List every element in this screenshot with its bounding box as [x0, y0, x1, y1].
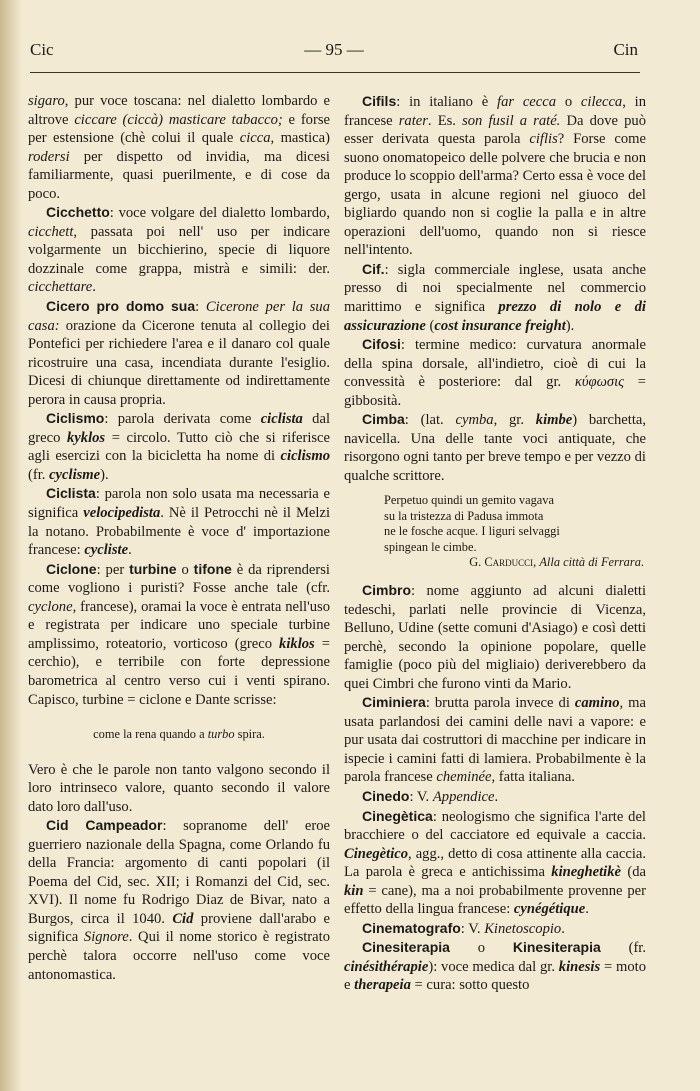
- headword: Cinedo: [362, 788, 410, 804]
- entry-cinegetica: Cinegètica: neologismo che significa l'arte del bracchiere o del cacciatore ed equivale a caccia. Cinegètico, agg., detto di cosa attinente alla caccia. La parola è greca e antichissima kineghetikè (da kin = cane), ma a noi probabilmente provenne per effetto della lingua francese: cynégétique.: [344, 807, 646, 918]
- dante-quote: come la rena quando a turbo spira.: [93, 727, 265, 742]
- entry-cimba: Cimba: (lat. cymba, gr. kimbe) barchetta, navicella. Una delle tante voci antiquate, che risorgono ogni tanto per breve tempo e per vezzo di qualche scrittore.: [344, 411, 646, 484]
- header-last-word: Cin: [613, 40, 638, 59]
- entry-cifosi: Cifosi: termine medico: curvatura anormale della spina dorsale, all'indietro, cioè di cui la convessità è posteriore: dal gr. κύφωσις = gibbosità.: [344, 336, 646, 409]
- header-first-word: Cic: [30, 40, 54, 59]
- headword: Cicchetto: [46, 204, 110, 221]
- entry-ciminiera: Ciminiera: brutta parola invece di camino, ma usata parlandosi dei camini delle navi a vapore: e pur usata dai costruttori di macchine per indicare in ispecie i camini fatti di lamiera. Probabilmente è la parola francese cheminée, fatta italiana.: [344, 694, 646, 786]
- running-header: [30, 40, 638, 66]
- headword: Cimbro: [362, 581, 411, 598]
- headword: Cinesiterapia: [362, 939, 450, 956]
- entry-cicchetto: Cicchetto: voce volgare del dialetto lombardo, cicchett, passata poi nell' uso per indicare volgarmente un bicchierino, specie di liquore dozzinale come grappa, mistrà e simili: der. cicchettare.: [28, 204, 330, 296]
- entry-ciclone: Ciclone: per turbine o tifone è da riprendersi come vogliono i puristi? Fosse anche tale (cfr. cyclone, francese), oramai la voce è entrata nell'uso e registrata per indicare uno speciale turbine amplissimo, roteatorio, vorticoso (greco kiklos = cerchio), e terribile con forte depressione barometrica al centro verso cui i venti spirano. Capisco, turbine = ciclone e Dante scrisse:: [28, 560, 330, 708]
- headword: Kinesiterapia: [512, 939, 601, 956]
- entry-ciclismo: Ciclismo: parola derivata come ciclista dal greco kyklos = circolo. Tutto ciò che si riferisce agli esercizi con la bicicletta ha nome di ciclismo (fr. cyclisme).: [28, 410, 331, 483]
- headword: Ciclismo: [46, 410, 105, 427]
- entry-cinesiterapia: Cinesiterapia o Kinesiterapia (fr. cinésithérapie): voce medica dal gr. kinesis = moto e therapeia = cura: sotto questo: [344, 939, 647, 994]
- verse-line: Perpetuo quindi un gemito vagava: [384, 493, 554, 508]
- entry-cinedo: Cinedo: V. Appendice.: [362, 788, 499, 805]
- entry-cinematografo: Cinematografo: V. Kinetoscopio.: [362, 919, 565, 937]
- right-column: [344, 92, 646, 995]
- entry-cid-campeador: Cid Campeador: sopranome dell' eroe guerriero nazionale della Spagna, come Orlando fu della Francia: argomento di canti popolari (il Poema del Cid, sec. XII; i Romanzi del Cid, sec. XVI). Il nome fu Rodrigo Diaz de Bivar, nato a Burgos, circa il 1040. Cid proviene dall'arabo e significa Signore. Qui il nome storico è registrato perchè talora occorre nell'uso come voce antonomastica.: [28, 817, 330, 983]
- headword: Cinematografo: [362, 919, 461, 936]
- entry-ciclista: Ciclista: parola non solo usata ma necessaria e significa velocipedista. Nè il Petrocchi nè il Melzi la notano. Probabilmente è voce d' importazione francese: cycliste.: [28, 485, 330, 559]
- quote-attribution: G. Carducci, Alla città di Ferrara.: [469, 555, 644, 570]
- headword: Cifils: [362, 93, 397, 109]
- verse-line: su la tristezza di Padusa immota: [384, 508, 544, 523]
- carducci-quote: [344, 493, 646, 571]
- entry-ciclone-continuation: Vero è che le parole non tanto valgono secondo il loro intrinseco valore, quanto secondo il valore dato loro dall'uso.: [28, 761, 330, 815]
- headword: Cid Campeador: [46, 817, 163, 834]
- headword: Cif.: [362, 260, 385, 277]
- headword: Ciclista: [46, 485, 96, 502]
- page-number: — 95 —: [304, 40, 364, 59]
- header-rule: [30, 72, 640, 73]
- entry-sigaro-continuation: sigaro, pur voce toscana: nel dialetto lombardo e altrove ciccare (ciccà) masticare tabacco; e forse per estensione (chè colui il quale cicca, mastica) rodersi per dispetto od invidia, ma dicesi familiarmente, quasi puerilmente, e di cose da poco.: [28, 93, 330, 202]
- left-column: [28, 92, 330, 984]
- headword: Cicero pro domo sua: [46, 298, 196, 315]
- page-edge-shadow: [0, 0, 22, 1091]
- entry-cicero-pro-domo-sua: Cicero pro domo sua: Cicerone per la sua casa: orazione da Cicerone tenuta al collegio dei Pontefici per richiedere l'area e il danaro col quale ricostruire una casa, incendiata durante l'esiglio. Dicesi di chiunque direttamente od indirettamente perora in causa propria.: [28, 298, 331, 408]
- entry-cif: Cif.: sigla commerciale inglese, usata anche presso di noi specialmente nel commercio marittimo e significa prezzo di nolo e di assicurazione (cost insurance freight).: [344, 260, 646, 334]
- verse-line: spingean le cimbe.: [384, 539, 477, 554]
- verse-line: ne le fosche acque. I liguri selvaggi: [384, 524, 560, 539]
- headword: Cifosi: [362, 336, 401, 353]
- headword: Cinegètica: [362, 807, 433, 824]
- entry-cimbro: Cimbro: nome aggiunto ad alcuni dialetti tedeschi, parlati nelle provincie di Vicenza, Belluno, Udine (sette comuni d'Asiago) e così detti perchè, secondo la opinione popolare, quelle famiglie (poco più del migliaio) deriverebbero da quei Cimbri che furono vinti da Mario.: [344, 581, 646, 692]
- headword: Cimba: [362, 411, 405, 428]
- headword: Ciclone: [46, 560, 97, 577]
- headword: Ciminiera: [362, 694, 426, 711]
- entry-ciflis: Cifils: in italiano è far cecca o cilecca, in francese rater. Es. son fusil a raté. Da dove può esser derivata questa parola ciflis? Forse come suono onomatopeico delle polvere che brucia e non produce lo scoppio dell'arma? Certo essa è voce del gergo, usata in alcune regioni nel giuoco del bigliardo quando non si coglie la palla e in altre operazioni dell'uomo, quando non si riesce nell'intento.: [344, 93, 647, 259]
